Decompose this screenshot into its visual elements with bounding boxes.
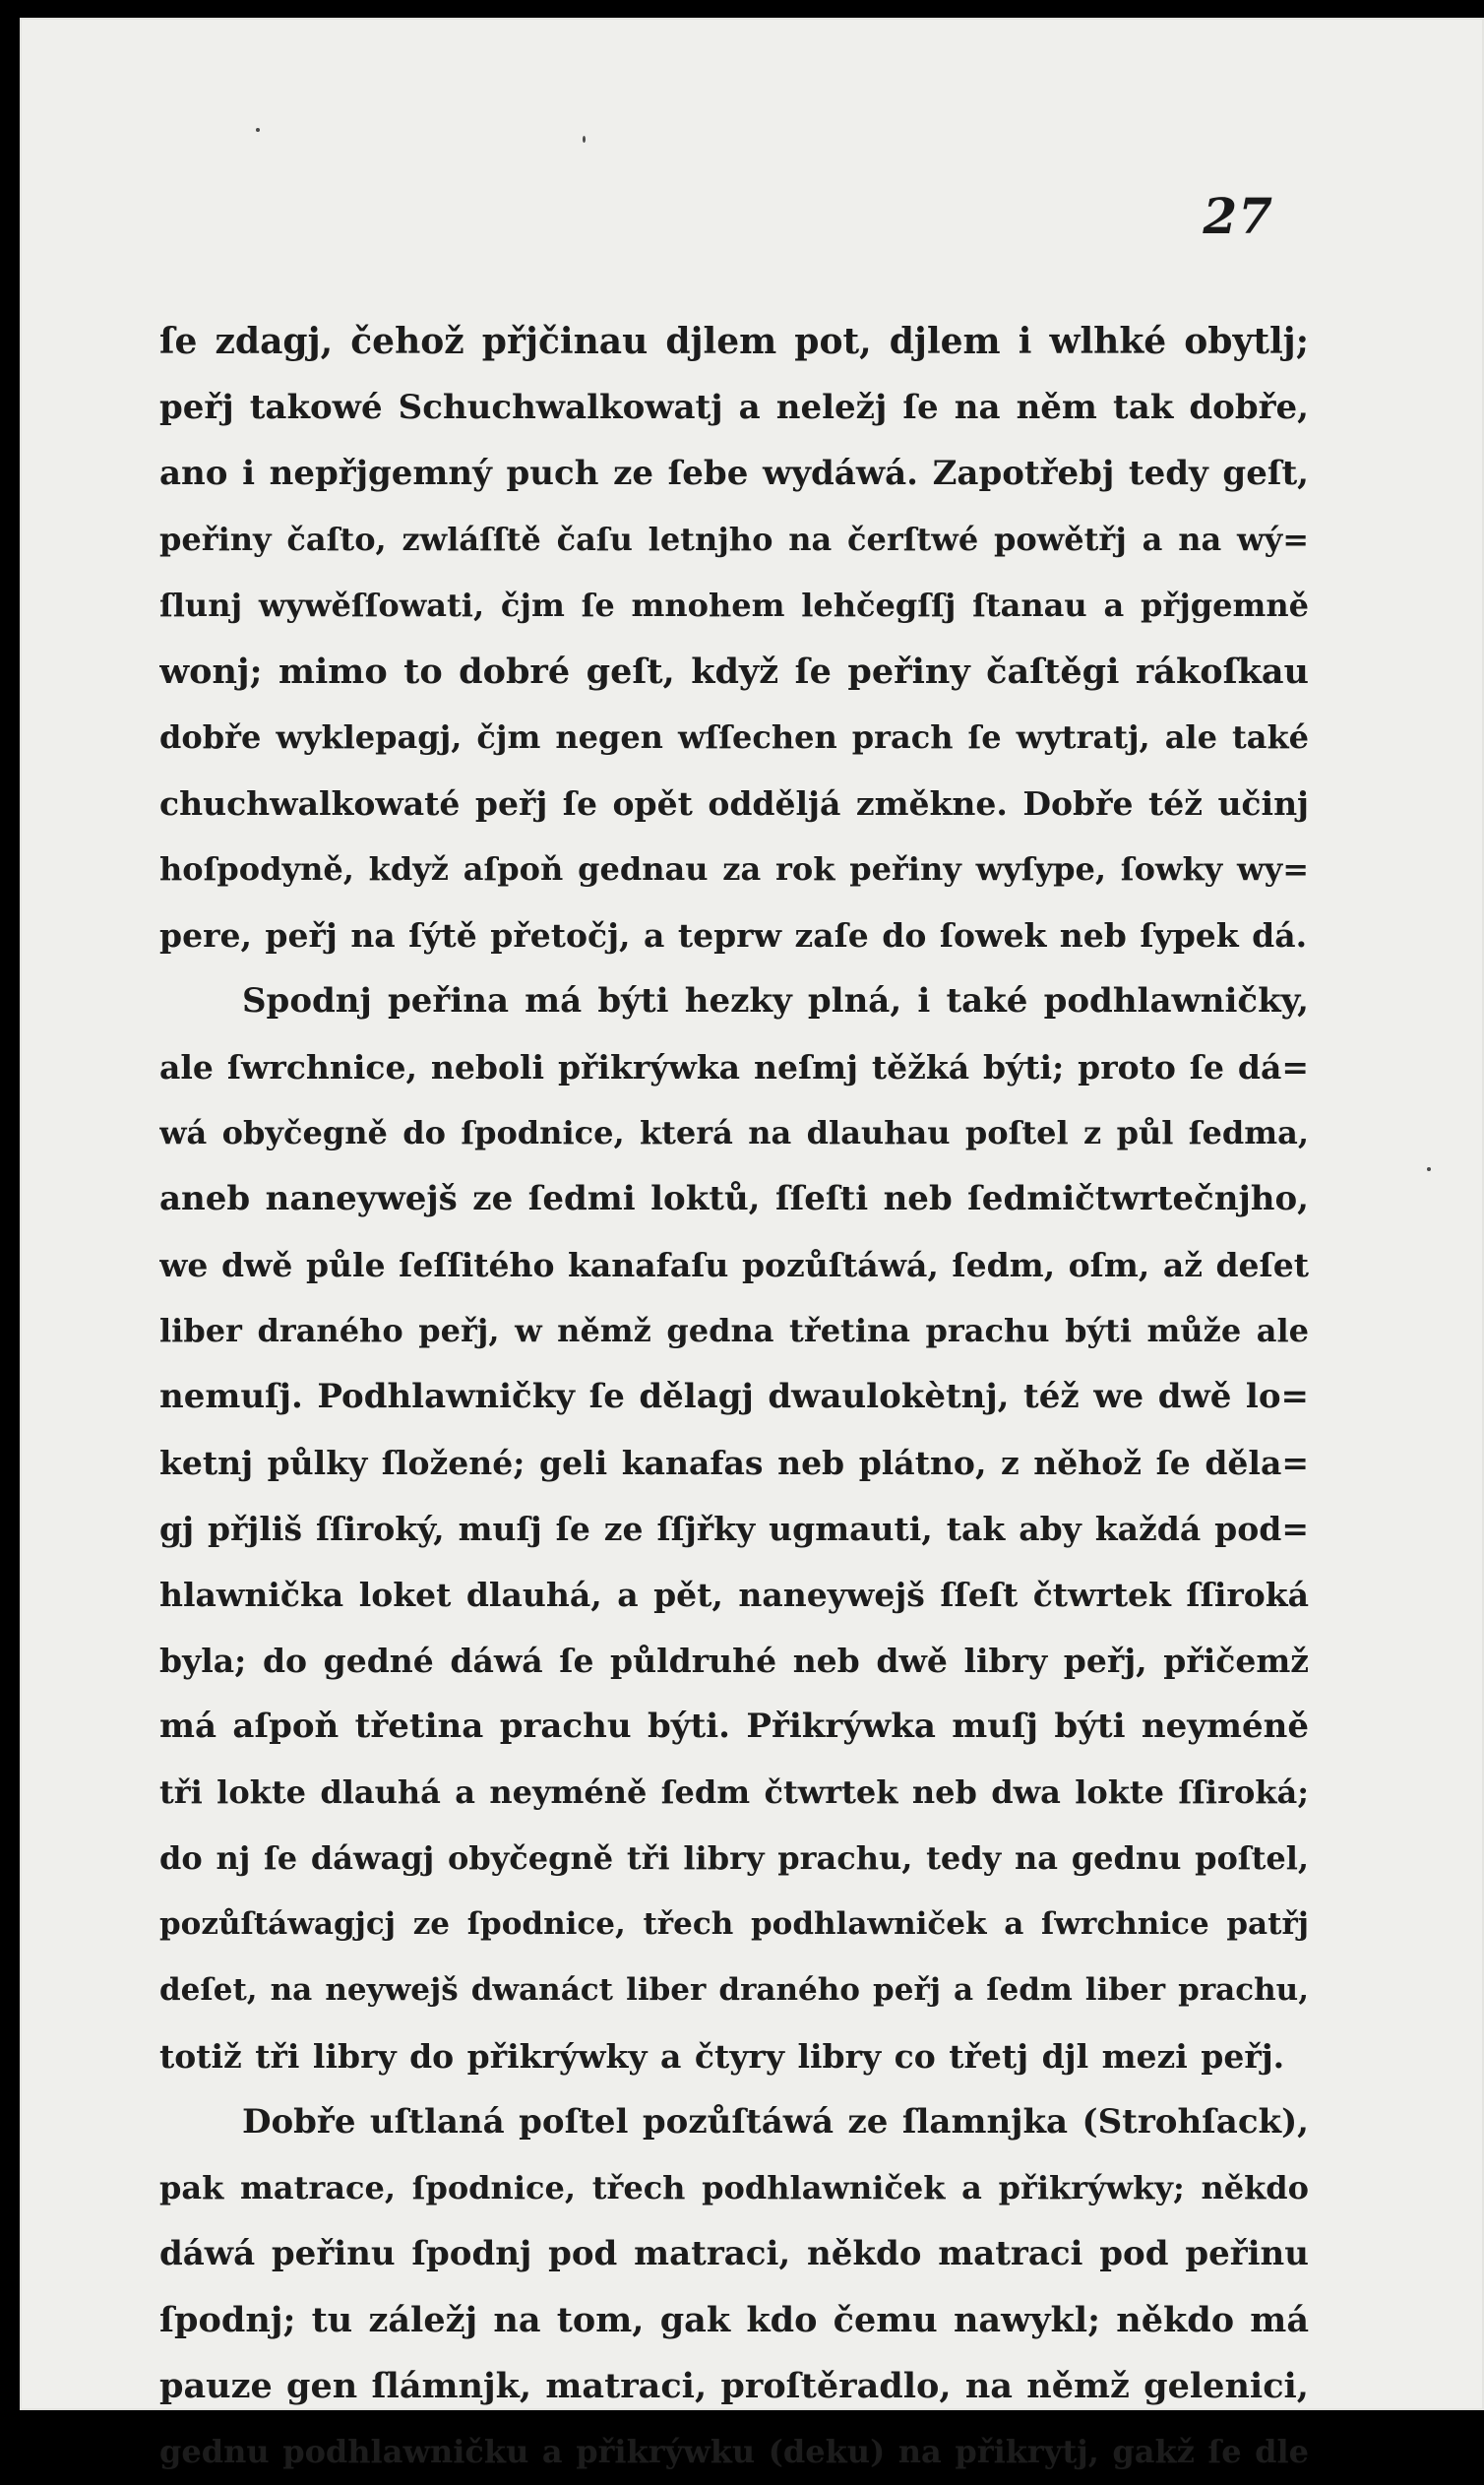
text-line: ſpodnj; tu záležj na tom, gak kdo čemu nawykl; někdo má: [159, 2300, 1309, 2340]
text-line: Dobře uſtlaná poſtel pozůſtáwá ze ſlamnjka (Strohſack),: [242, 2102, 1309, 2142]
text-line: we dwě půle ſeſſitého kanafaſu pozůſtáwá, ſedm, oſm, až deſet: [159, 1246, 1309, 1284]
text-line: byla; do gedné dáwá ſe půldruhé neb dwě libry peřj, přičemž: [159, 1642, 1309, 1680]
text-line: dobře wyklepagj, čjm negen wſſechen prach ſe wytratj, ale také: [159, 718, 1309, 756]
text-line: gj přjliš ſſiroký, muſj ſe ze ſſjřky ugmauti, tak aby každá pod=: [159, 1510, 1309, 1548]
text-line: ale ſwrchnice, neboli přikrýwka neſmj těžká býti; proto ſe dá=: [159, 1048, 1309, 1087]
text-line: ketnj půlky ſložené; geli kanafas neb plátno, z něhož ſe děla=: [159, 1444, 1309, 1482]
text-line: hoſpodyně, když aſpoň gednau za rok peřiny wyſype, ſowky wy=: [159, 850, 1309, 888]
text-line: pauze gen ſlámnjk, matraci, proſtěradlo, na němž gelenici,: [159, 2366, 1309, 2406]
page-number: 27: [1203, 187, 1273, 245]
text-line: pere, peřj na ſýtě přetočj, a teprw zaſe do ſowek neb ſypek dá.: [159, 916, 1308, 955]
text-line: ſlunj wywěſſowati, čjm ſe mnohem lehčegſſj ſtanau a přjgemně: [159, 587, 1309, 624]
text-line: dáwá peřinu ſpodnj pod matraci, někdo matraci pod peřinu: [159, 2234, 1309, 2273]
text-line: wonj; mimo to dobré geſt, když ſe peřiny čaſtěgi rákoſkau: [159, 652, 1309, 692]
text-line: gednu podhlawničku a přikrýwku (deku) na přikrytj, gakž ſe dle: [159, 2433, 1309, 2470]
text-line: liber draného peřj, w němž gedna třetina prachu býti může ale: [159, 1312, 1309, 1349]
text-line: aneb naneywejš ze ſedmi loktů, ſſeſti neb ſedmičtwrtečnjho,: [159, 1179, 1309, 1218]
paper-speck: [583, 136, 586, 143]
text-line: ſe zdagj, čehož přjčinau djlem pot, djlem i wlhké obytlj;: [159, 321, 1309, 362]
text-line: peřiny čaſto, zwláſſtě čaſu letnjho na čerſtwé powětřj a na wý=: [159, 521, 1309, 558]
text-line: ano i nepřjgemný puch ze ſebe wydáwá. Zapotřebj tedy geſt,: [159, 454, 1309, 493]
text-line: hlawnička loket dlauhá, a pět, naneywejš ſſeſt čtwrtek ſſiroká: [159, 1576, 1309, 1614]
body-text: [159, 309, 1309, 2485]
text-line: peřj takowé Schuchwalkowatj a neležj ſe na něm tak dobře,: [159, 388, 1309, 427]
text-line: chuchwalkowaté peřj ſe opět odděljá změkne. Dobře též učinj: [159, 784, 1309, 823]
paper-speck: [256, 128, 260, 132]
text-line: deſet, na neywejš dwanáct liber draného peřj a ſedm liber prachu,: [159, 1972, 1309, 2008]
text-line: tři lokte dlauhá a neyméně ſedm čtwrtek neb dwa lokte ſſiroká;: [159, 1773, 1309, 1811]
text-line: do nj ſe dáwagj obyčegně tři libry prachu, tedy na gednu poſtel,: [159, 1839, 1309, 1877]
paper-speck: [1427, 1167, 1431, 1171]
text-line: pak matrace, ſpodnice, třech podhlawniček a přikrýwky; někdo: [159, 2169, 1309, 2206]
text-line: má aſpoň třetina prachu býti. Přikrýwka muſj býti neyméně: [159, 1707, 1309, 1746]
text-line: Spodnj peřina má býti hezky plná, i také podhlawničky,: [242, 981, 1309, 1021]
text-line: wá obyčegně do ſpodnice, která na dlauhau poſtel z půl ſedma,: [159, 1114, 1309, 1151]
text-line: pozůſtáwagjcj ze ſpodnice, třech podhlawniček a ſwrchnice patřj: [159, 1906, 1309, 1942]
text-line: nemuſj. Podhlawničky ſe dělagj dwaulokètnj, též we dwě lo=: [159, 1377, 1309, 1416]
book-page: [20, 18, 1484, 2470]
text-line: totiž tři libry do přikrýwky a čtyry libry co třetj djl mezi peřj.: [159, 2037, 1285, 2076]
